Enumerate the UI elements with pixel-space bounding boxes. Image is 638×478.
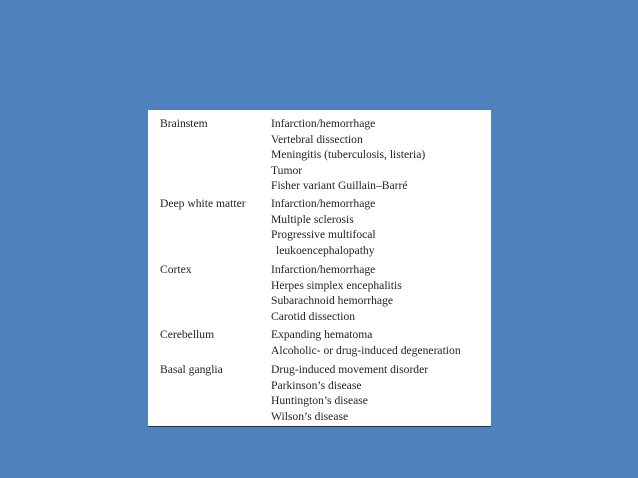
cause-item: Alcoholic- or drug-induced degeneration (271, 343, 461, 357)
cause-list (271, 262, 402, 324)
cause-item: Herpes simplex encephalitis (271, 278, 402, 292)
cause-item: Wilson’s disease (271, 409, 349, 423)
cause-item: Infarction/hemorrhage (271, 263, 376, 276)
cause-item-continued: leukoencephalopathy (276, 243, 375, 257)
region-label: Brainstem (160, 117, 208, 130)
cause-list (271, 362, 428, 424)
cause-item: Vertebral dissection (271, 132, 363, 146)
cause-item: Parkinson’s disease (271, 378, 362, 392)
region-label: Cerebellum (160, 328, 215, 341)
cause-item: Carotid dissection (271, 309, 356, 323)
region-label: Deep white matter (160, 197, 246, 210)
cause-item: Tumor (271, 163, 303, 177)
region-label: Cortex (160, 263, 192, 276)
table-bottom-rule (148, 426, 491, 427)
cause-item: Meningitis (tuberculosis, listeria) (271, 148, 426, 161)
cause-item: Infarction/hemorrhage (271, 117, 376, 130)
cause-list (271, 116, 425, 194)
cause-item: Infarction/hemorrhage (271, 197, 376, 210)
cause-list (271, 196, 376, 258)
cause-item: Progressive multifocal (271, 228, 376, 241)
cause-list (271, 327, 461, 358)
cause-item: Drug-induced movement disorder (271, 363, 429, 376)
region-label: Basal ganglia (160, 363, 223, 376)
cause-item: Fisher variant Guillain–Barré (271, 179, 408, 192)
cause-item: Subarachnoid hemorrhage (271, 294, 394, 307)
differential-table (148, 110, 491, 427)
cause-item: Expanding hematoma (271, 328, 373, 341)
cause-item: Multiple sclerosis (271, 212, 354, 226)
cause-item: Huntington’s disease (271, 394, 368, 407)
